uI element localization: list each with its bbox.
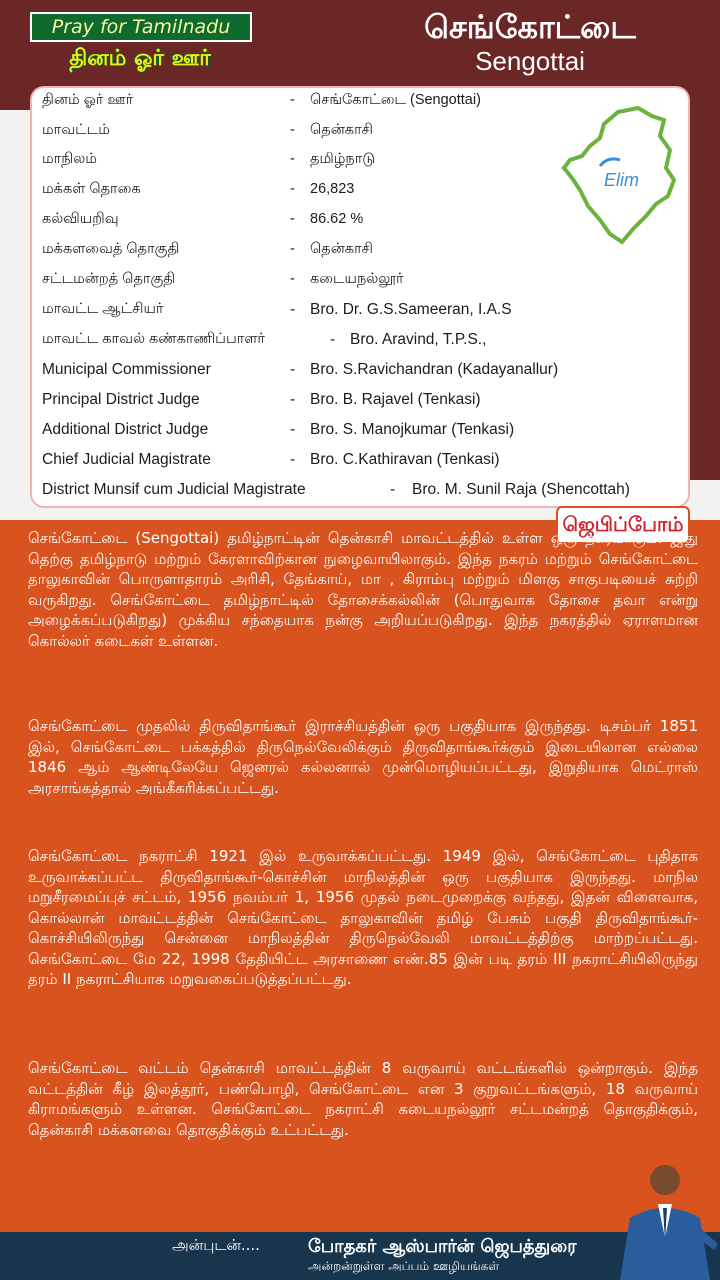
pray-badge: ஜெபிப்போம் xyxy=(556,506,690,544)
info-key: மாநிலம் xyxy=(42,151,97,167)
town-title-tamil: செங்கோட்டை xyxy=(424,8,636,46)
info-key: District Munsif cum Judicial Magistrate xyxy=(42,481,306,498)
info-key: கல்வியறிவு xyxy=(42,211,119,227)
footer-with-love: அன்புடன்.... xyxy=(172,1236,260,1254)
info-key: மாவட்டம் xyxy=(42,122,110,138)
info-value: தமிழ்நாடு xyxy=(310,151,376,167)
footer-ministry: அன்றன்றுள்ள அப்பம் ஊழியங்கள் xyxy=(308,1259,500,1273)
pray-for-tamilnadu-badge: Pray for Tamilnadu xyxy=(30,12,252,42)
info-dash: - xyxy=(290,451,296,468)
info-key: Chief Judicial Magistrate xyxy=(42,451,211,468)
info-value: Bro. Aravind, T.P.S., xyxy=(350,331,487,348)
info-value: கடையநல்லூர் xyxy=(310,271,404,287)
info-dash: - xyxy=(290,151,295,167)
map-label: Elim xyxy=(604,170,639,190)
paragraph-2: செங்கோட்டை முதலில் திருவிதாங்கூர் இராச்சியத்தின் ஒரு பகுதியாக இருந்தது. டிசம்பர் 1851 இல், செங்கோட்டை பக்கத்தில் திருநெல்வேலிக்கும் திருவிதாங்கூர்க்கும் இடையிலான எல்லை 1846 ஆம் ஆண்டிலேயே ஜெனரல் கல்லனால் முன்மொழியப்பட்டது, இறுதியாக மெட்ராஸ் அரசாங்கத்தால் அங்கீகரிக்கப்பட்டது. xyxy=(28,717,698,797)
info-dash: - xyxy=(330,331,336,348)
info-value: 86.62 % xyxy=(310,211,364,227)
info-value: Bro. C.Kathiravan (Tenkasi) xyxy=(310,451,500,468)
info-value: தென்காசி xyxy=(310,122,373,138)
town-title-english: Sengottai xyxy=(475,46,585,76)
info-key: மாவட்ட ஆட்சியர் xyxy=(42,301,164,317)
info-dash: - xyxy=(290,241,295,257)
info-key: தினம் ஓர் ஊர் xyxy=(42,92,134,108)
info-dash: - xyxy=(290,92,295,108)
info-dash: - xyxy=(290,271,295,287)
info-value: Bro. Dr. G.S.Sameeran, I.A.S xyxy=(310,301,512,318)
info-key: மக்களவைத் தொகுதி xyxy=(42,241,180,257)
info-dash: - xyxy=(290,361,296,378)
info-dash: - xyxy=(290,122,295,138)
info-value: Bro. B. Rajavel (Tenkasi) xyxy=(310,391,481,408)
pastor-photo xyxy=(610,1158,720,1280)
info-value: Bro. M. Sunil Raja (Shencottah) xyxy=(412,481,630,498)
info-dash: - xyxy=(290,211,295,227)
info-dash: - xyxy=(290,181,295,197)
info-key: Municipal Commissioner xyxy=(42,361,211,378)
info-dash: - xyxy=(390,481,396,498)
paragraph-3: செங்கோட்டை நகராட்சி 1921 இல் உருவாக்கப்பட்டது. 1949 இல், செங்கோட்டை புதிதாக உருவாக்கப்பட்ட திருவிதாங்கூர்-கொச்சின் மாநிலத்தின் ஒரு பகுதியாக இருந்தது. மாநில மறுசீரமைப்புச் சட்டம், 1956 நவம்பர் 1, 1956 முதல் நடைமுறைக்கு வந்தது, இதன் விளைவாக, கொல்லான் மாவட்டத்தின் செங்கோட்டை தாலுகாவின் தமிழ் பேசும் பகுதி திருவிதாங்கூர்-கொச்சியிலிருந்து சென்னை மாநிலத்தின் திருநெல்வேலி மாவட்டத்திற்கு மாற்றப்பட்டது. செங்கோட்டை மே 22, 1998 தேதியிட்ட அரசாணை எண்.85 இன் படி தரம் III நகராட்சியிலிருந்து தரம் II நகராட்சியாக மறுவகைப்படுத்தப்பட்டது. xyxy=(28,847,698,988)
info-key: மாவட்ட காவல் கண்காணிப்பாளர் xyxy=(42,331,265,347)
info-value: Bro. S. Manojkumar (Tenkasi) xyxy=(310,421,515,438)
info-value: தென்காசி xyxy=(310,241,373,257)
info-value: செங்கோட்டை (Sengottai) xyxy=(310,92,481,108)
info-dash: - xyxy=(290,421,296,438)
footer-pastor-name: போதகர் ஆஸ்பார்ன் ஜெபத்துரை xyxy=(308,1236,577,1257)
info-key: சட்டமன்றத் தொகுதி xyxy=(42,271,176,287)
daily-town-label: தினம் ஓர் ஊர் xyxy=(69,46,211,71)
paragraph-4: செங்கோட்டை வட்டம் தென்காசி மாவட்டத்தின் 8 வருவாய் வட்டங்களில் ஒன்றாகும். இந்த வட்டத்தின் கீழ் இலத்தூர், பண்பொழி, செங்கோட்டை என 3 குறுவட்டங்களும், 18 வருவாய் கிராமங்களும் உள்ளன. செங்கோட்டை நகராட்சி கடையநல்லூர் சட்டமன்றத் தொகுதிக்கும், தென்காசி மக்களவை தொகுதிக்கும் உட்பட்டது. xyxy=(28,1059,698,1139)
tamilnadu-map-icon xyxy=(560,106,682,246)
info-value: 26,823 xyxy=(310,181,355,197)
info-key: மக்கள் தொகை xyxy=(42,181,141,197)
paragraph-1: செங்கோட்டை (Sengottai) தமிழ்நாட்டின் தென்காசி மாவட்டத்தில் உள்ள ஒரு நகரமாகும். இது தெற்கு தமிழ்நாடு மற்றும் கேரளாவிற்கான நுழைவாயிலாகும். இந்த நகரம் மற்றும் செங்கோட்டை தாலுகாவின் பொருளாதாரம் அரிசி, தேங்காய், மா , கிராம்பு மற்றும் மிளகு சாகுபடியைச் சுற்றி வருகிறது. செங்கோட்டை தமிழ்நாட்டில் தோசைக்கல்லின் (பொதுவாக தோசை தவா என்று அழைக்கப்படுகிறது) முக்கிய சந்தையாக நன்கு அறியப்படுகிறது. இந்த நகரத்தில் ஏராளமான கொல்லர் கடைகள் உள்ளன. xyxy=(28,529,698,650)
info-key: Principal District Judge xyxy=(42,391,200,408)
info-dash: - xyxy=(290,391,296,408)
info-dash: - xyxy=(290,301,296,318)
info-key: Additional District Judge xyxy=(42,421,209,438)
info-value: Bro. S.Ravichandran (Kadayanallur) xyxy=(310,361,559,378)
